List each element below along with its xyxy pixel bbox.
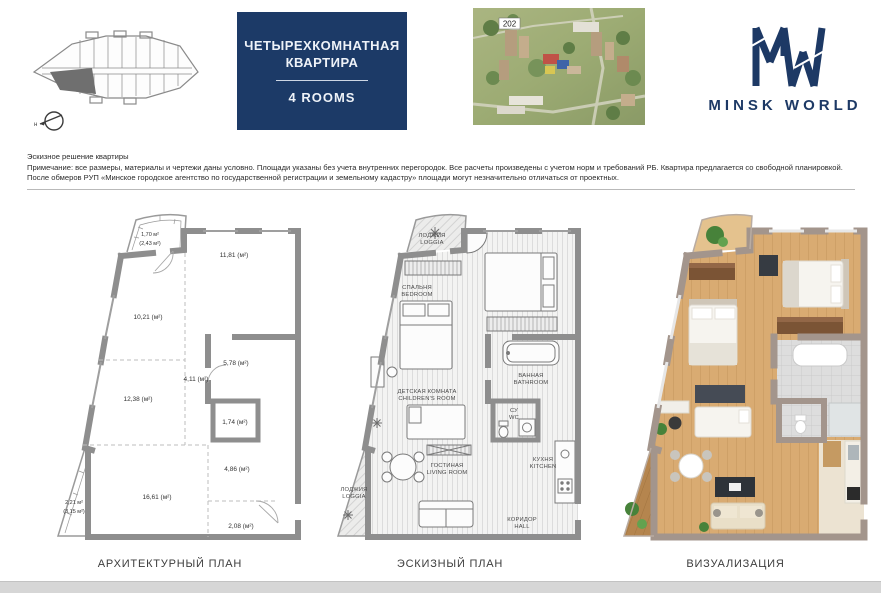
shower-icon [829,403,862,436]
area-living: 16,61 (м²) [142,494,172,501]
caption-architectural-plan: АРХИТЕКТУРНЫЙ ПЛАН [97,558,243,570]
flat-type-title-ru-line2: КВАРТИРА [285,55,359,70]
label-loggia-top-en: LOGGIA [420,240,444,246]
label-loggia-bottom-ru: ЛОДЖИЯ [340,487,368,493]
aerial-render-drawing [473,8,645,125]
footer-bar [0,581,881,593]
area-corridor: 4,86 (м²) [224,466,250,473]
door-swings [153,251,278,523]
compass-icon [34,112,63,130]
bed-icon [400,301,452,369]
tv-stand-icon [427,445,471,455]
disclaimer [27,152,857,184]
wardrobe-dark-icon [759,255,778,276]
label-wc-ru: СУ [509,408,519,414]
bathtub-icon [793,344,847,366]
toilet-icon [499,421,508,438]
master-bed-icon [783,259,849,309]
dresser-icon [487,317,557,331]
brand-wordmark: MINSK WORLD [708,97,862,114]
child-bed-icon [407,405,465,439]
aerial-badge-label: 202 [502,19,517,29]
disclaimer-note2: После обмеров РУП «Минское городское агентство по государственной регистрации и земельному кадастру» площади могут незначительно отличаться от проектных. [27,173,619,182]
label-hall-ru: КОРИДОР [507,517,537,523]
area-loggia-top: 1,70 м² [141,232,159,238]
label-children-ru: ДЕТСКАЯ КОМНАТА [397,389,457,395]
label-wc-en: WC [508,415,520,421]
bathtub-icon [503,341,559,365]
area-labels [63,232,253,530]
flat-type-box [237,12,407,130]
label-bathroom-ru: ВАННАЯ [518,373,544,379]
toilet-icon [795,415,806,434]
label-kitchen-ru: КУХНЯ [532,457,554,463]
sketch-plan-drawing [315,205,585,555]
bed-icon [689,299,737,365]
building-outline [34,31,198,104]
label-loggia-top-ru: ЛОДЖИЯ [418,233,446,239]
compass-north-label: н [34,122,38,128]
label-living-en: LIVING ROOM [426,470,468,476]
brand-logo [695,22,875,130]
header-divider-line [27,189,855,190]
area-bedroom2: 10,21 (м²) [133,314,163,321]
visualization-drawing [593,205,878,555]
caption-visualization: ВИЗУАЛИЗАЦИЯ [686,558,785,570]
building-key-plan-drawing [28,22,208,134]
plant-icon [718,237,728,247]
building-key-plan [28,22,208,134]
label-bedroom-en: BEDROOM [401,292,433,298]
label-bedroom-ru: СПАЛЬНЯ [402,285,432,291]
aerial-badge [499,18,520,29]
label-loggia-bottom-en: LOGGIA [342,494,366,500]
plant-icon [637,519,647,529]
architectural-plan-drawing [35,205,305,555]
walls [85,231,298,537]
dresser-long-icon [777,317,843,334]
area-bathroom: 5,78 (м²) [223,360,249,367]
architectural-plan-panel [35,205,305,555]
area-loggia-bottom-total: (3,15 м²) [63,509,85,515]
area-entry: 2,08 (м²) [228,523,254,530]
area-wc: 1,74 (м²) [222,419,248,426]
master-bed-icon [485,253,557,311]
area-bedroom1: 11,81 (м²) [219,252,249,259]
washer-icon [519,419,535,436]
kitchen-counter-icon [555,441,575,503]
flat-type-title-ru-line1: ЧЕТЫРЕХКОМНАТНАЯ [244,38,400,53]
area-hallway: 4,11 (м²) [183,376,209,383]
disclaimer-note1: Примечание: все размеры, материалы и чертежи даны условно. Площади указаны без учета внутренних перегородок. Все расчеты произведены с учетом норм и требований РБ. Квартира предлагается со свободной планировкой. [27,162,843,172]
plant-icon [699,522,709,532]
label-bathroom-en: BATHROOM [513,380,549,386]
label-living-ru: ГОСТИНАЯ [430,463,464,469]
flat-type-title-en: 4 ROOMS [288,90,356,105]
brand-monogram-icon [742,22,828,88]
label-hall-en: HALL [514,524,530,530]
dresser-icon [689,263,735,280]
area-children: 12,38 (м²) [123,396,153,403]
disclaimer-title: Эскизное решение квартиры [27,152,129,161]
plant-icon [372,418,382,428]
area-loggia-bottom: 2,21 м² [65,500,83,506]
label-kitchen-en: KITCHEN [529,464,557,470]
label-children-en: CHILDREN'S ROOM [398,396,456,402]
sketch-plan-panel [315,205,585,555]
highlighted-unit [50,68,96,94]
area-loggia-top-total: (2,43 м²) [139,241,161,247]
aerial-render [473,8,645,125]
visualization-panel [593,205,878,555]
sofa-icon [419,501,473,527]
caption-sketch-plan: ЭСКИЗНЫЙ ПЛАН [396,558,504,570]
title-divider [276,80,368,81]
wardrobe-icon [405,261,461,275]
plant-icon [343,510,353,520]
